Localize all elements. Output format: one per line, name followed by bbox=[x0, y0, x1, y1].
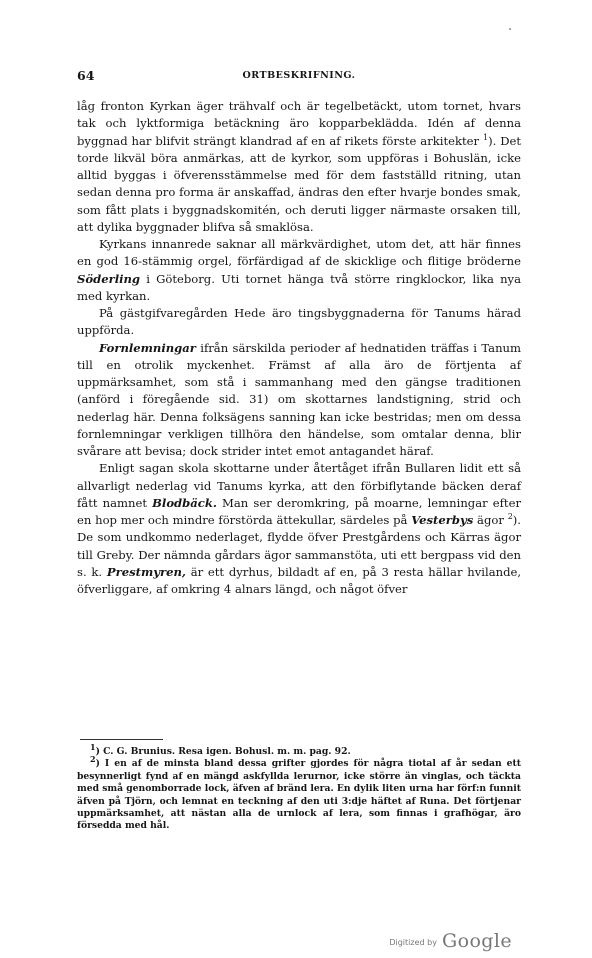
page-number: 64 bbox=[77, 68, 95, 83]
footnote-ref-1: 1 bbox=[483, 132, 489, 142]
running-title: ORTBESKRIFNING. bbox=[242, 70, 356, 81]
watermark-prefix: Digitized by bbox=[389, 938, 437, 947]
paragraph-1: låg fronton Kyrkan äger trähvalf och är tegelbetäckt, utom tornet, hvars tak och lyktformiga betäckning äro kopparbeklädda. Idén af denna byggnad har blifvit strängt klandrad af en af rikets förste arkitekter $^1$). Det torde likväl böra anmärkas, att de kyrkor, som uppföras i Bohuslän, icke alltid byggas i öfverensstämmelse med för dem fastställd ritning, utan sedan denna pro forma är anskaffad, ändras den efter hvarje bondes smak, som fått plats i byggnadskomitén, och deruti ligger närmaste orsaken till, att dylika byggnader blifva så smaklösa. bbox=[77, 99, 522, 234]
body-text bbox=[77, 98, 521, 598]
footnote-2: 2) I en af de minsta bland dessa grifter gjordes för några tiotal af år sedan ett besynnerligt fynd af en mängd askfyllda lerurnor, icke större än vinglas, och täckta med små genomborrade lock, äfven af bränd lera. En dylik liten urna har förf:n funnit äfven på Tjörn, och lemnat en teckning af den uti 3:dje häftet af Runa. Det förtjenar uppmärksamhet, att nästan alla de urnlock af lera, som finnas i grafhögar, äro försedda med hål. bbox=[77, 754, 521, 832]
footnote-1: 1) C. G. Brunius. Resa igen. Bohusl. m. m. pag. 92. bbox=[90, 741, 351, 757]
digitized-watermark bbox=[389, 930, 512, 952]
paragraph-2: Kyrkans innanrede saknar all märkvärdighet, utom det, att här finnes en god 16-stämmig orgel, förfärdigad af de skicklige och flitige bröderne Söderling i Göteborg. Uti tornet hänga två större ringklockor, lika nya med kyrkan. bbox=[77, 237, 521, 303]
speck bbox=[509, 28, 511, 30]
footnote-rule bbox=[80, 739, 163, 740]
term-fornlemningar: Fornlemningar bbox=[99, 340, 196, 355]
name-blodback: Blodbäck. bbox=[152, 495, 217, 510]
name-prestmyren: Prestmyren, bbox=[106, 564, 186, 579]
paragraph-4: Fornlemningar ifrån särskilda perioder af hednatiden träffas i Tanum till en otrolik myckenhet. Främst af alla äro de förtjenta af uppmärksamhet, som stå i sammanhang med den gängse traditionen (anförd i föregående sid. 31) om skottarnes landstigning, strid och nederlag här. Denna folksägens sanning kan icke bestridas; men om dessa fornlemningar verkligen tillhöra den händelse, som omtalar denna, blir svårare att bevisa; dock strider intet emot antagandet häraf. bbox=[77, 340, 521, 458]
google-logo: Google bbox=[442, 930, 512, 952]
paragraph-5: Enligt sagan skola skottarne under återtåget ifrån Bullaren lidit ett så allvarligt nederlag vid Tanums kyrka, att den förbiflytande bäcken deraf fått namnet Blodbäck. Man ser deromkring, på moarne, lemningar efter en hop mer och mindre förstörda ättekullar, särdeles på Vesterbys ägor $^2$). De som undkommo nederlaget, flydde öfver Prestgårdens och Kärras ägor till Greby. Der nämnda gårdars ägor sammanstöta, uti ett bergpass vid den s. k. Prestmyren, är ett dyrhus, bildadt af en, på 3 resta hällar hvilande, öfverliggare, af omkring 4 alnars längd, och något öfver bbox=[77, 461, 522, 596]
name-soderling: Söderling bbox=[77, 271, 141, 286]
running-header bbox=[77, 68, 521, 86]
footnote-ref-2: 2 bbox=[507, 512, 513, 522]
footnotes bbox=[77, 741, 521, 833]
name-vesterbys: Vesterbys bbox=[411, 513, 474, 527]
paragraph-3: På gästgifvaregården Hede äro tingsbyggnaderna för Tanums härad uppförda. bbox=[77, 306, 521, 338]
